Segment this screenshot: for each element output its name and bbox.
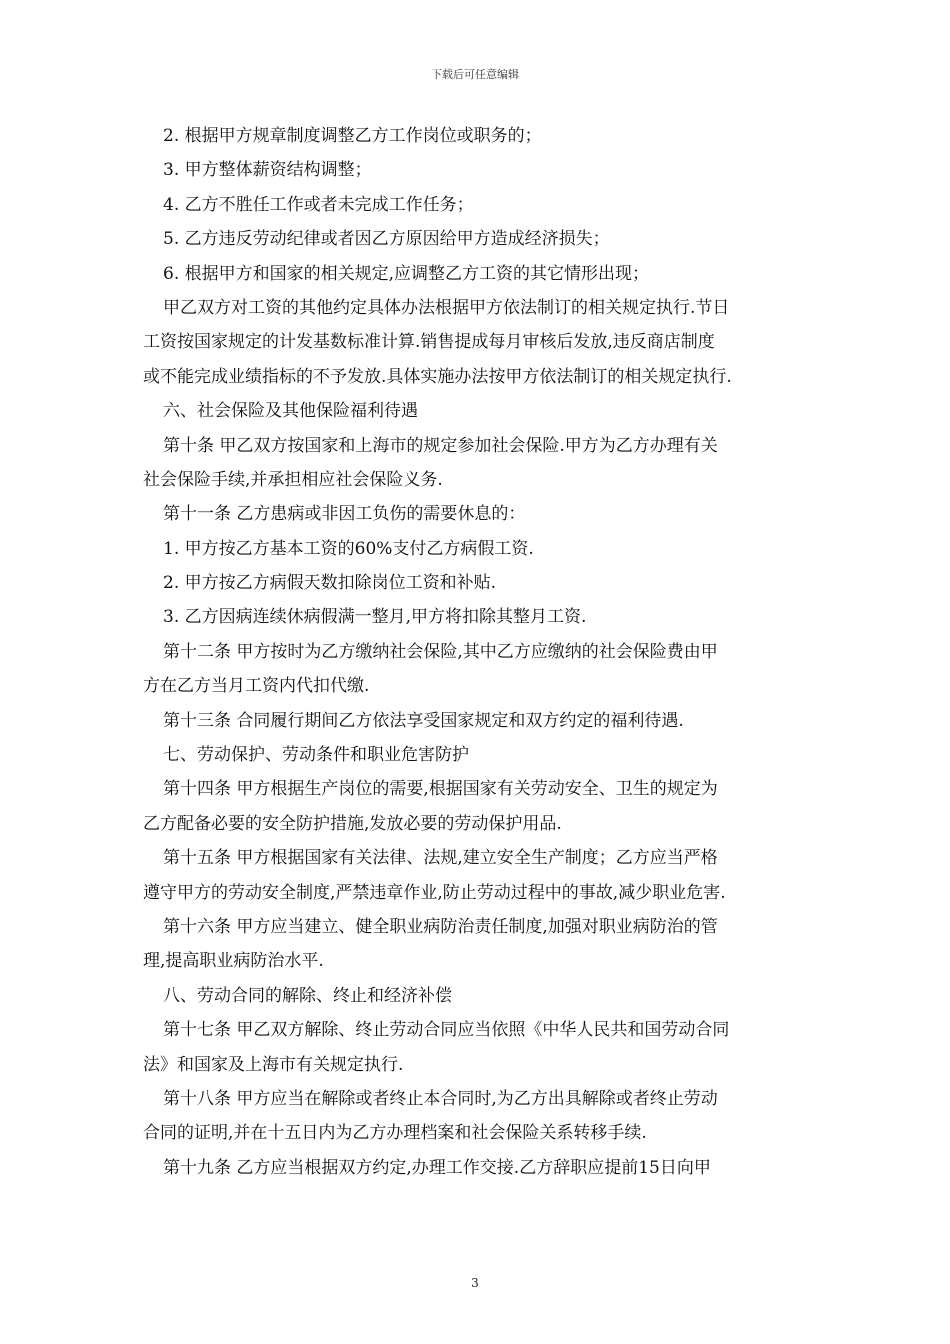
text-line: 第十七条 甲乙双方解除、终止劳动合同应当依照《中华人民共和国劳动合同 [163,1020,730,1041]
text-line: 第十八条 甲方应当在解除或者终止本合同时,为乙方出具解除或者终止劳动 [163,1088,718,1109]
text-line: 1. 甲方按乙方基本工资的60%支付乙方病假工资. [163,538,534,559]
page-header: 下载后可任意编辑 [431,68,519,81]
text-line: 甲乙双方对工资的其他约定具体办法根据甲方依法制订的相关规定执行.节日 [163,297,730,318]
text-line: 或不能完成业绩指标的不予发放.具体实施办法按甲方依法制订的相关规定执行. [143,366,732,387]
text-line: 第十条 甲乙双方按国家和上海市的规定参加社会保险.甲方为乙方办理有关 [163,435,718,456]
text-line: 6. 根据甲方和国家的相关规定,应调整乙方工资的其它情形出现； [163,263,650,284]
text-line: 第十九条 乙方应当根据双方约定,办理工作交接.乙方辞职应提前15日向甲 [163,1157,711,1178]
text-line: 第十五条 甲方根据国家有关法律、法规,建立安全生产制度；乙方应当严格 [163,848,718,869]
text-line: 理,提高职业病防治水平. [143,951,324,972]
text-line: 第十一条 乙方患病或非因工负伤的需要休息的： [163,504,526,525]
text-line: 第十二条 甲方按时为乙方缴纳社会保险,其中乙方应缴纳的社会保险费由甲 [163,641,718,662]
text-line: 第十四条 甲方根据生产岗位的需要,根据国家有关劳动安全、卫生的规定为 [163,779,718,800]
text-line: 第十六条 甲方应当建立、健全职业病防治责任制度,加强对职业病防治的管 [163,916,718,937]
page-number: 3 [471,1276,479,1290]
text-line: 社会保险手续,并承担相应社会保险义务. [143,469,443,490]
text-line: 工资按国家规定的计发基数标准计算.销售提成每月审核后发放,违反商店制度 [143,332,715,353]
text-line: 法》和国家及上海市有关规定执行. [143,1054,404,1075]
text-line: 第十三条 合同履行期间乙方依法享受国家规定和双方约定的福利待遇. [163,710,684,731]
text-line: 七、劳动保护、劳动条件和职业危害防护 [163,745,469,766]
text-line: 六、社会保险及其他保险福利待遇 [163,401,418,422]
text-line: 2. 根据甲方规章制度调整乙方工作岗位或职务的； [163,126,542,146]
text-line: 八、劳动合同的解除、终止和经济补偿 [163,985,452,1006]
text-line: 方在乙方当月工资内代扣代缴. [143,676,370,697]
text-line: 乙方配备必要的安全防护措施,发放必要的劳动保护用品. [143,813,562,834]
text-line: 3. 甲方整体薪资结构调整； [163,160,372,181]
text-line: 遵守甲方的劳动安全制度,严禁违章作业,防止劳动过程中的事故,减少职业危害. [143,882,726,903]
text-line: 2. 甲方按乙方病假天数扣除岗位工资和补贴. [163,573,497,594]
text-line: 5. 乙方违反劳动纪律或者因乙方原因给甲方造成经济损失； [163,229,610,250]
text-line: 3. 乙方因病连续休病假满一整月,甲方将扣除其整月工资. [163,607,587,628]
text-line: 4. 乙方不胜任工作或者未完成工作任务； [163,194,474,215]
document-body [143,119,808,1185]
text-line: 合同的证明,并在十五日内为乙方办理档案和社会保险关系转移手续. [143,1123,647,1144]
